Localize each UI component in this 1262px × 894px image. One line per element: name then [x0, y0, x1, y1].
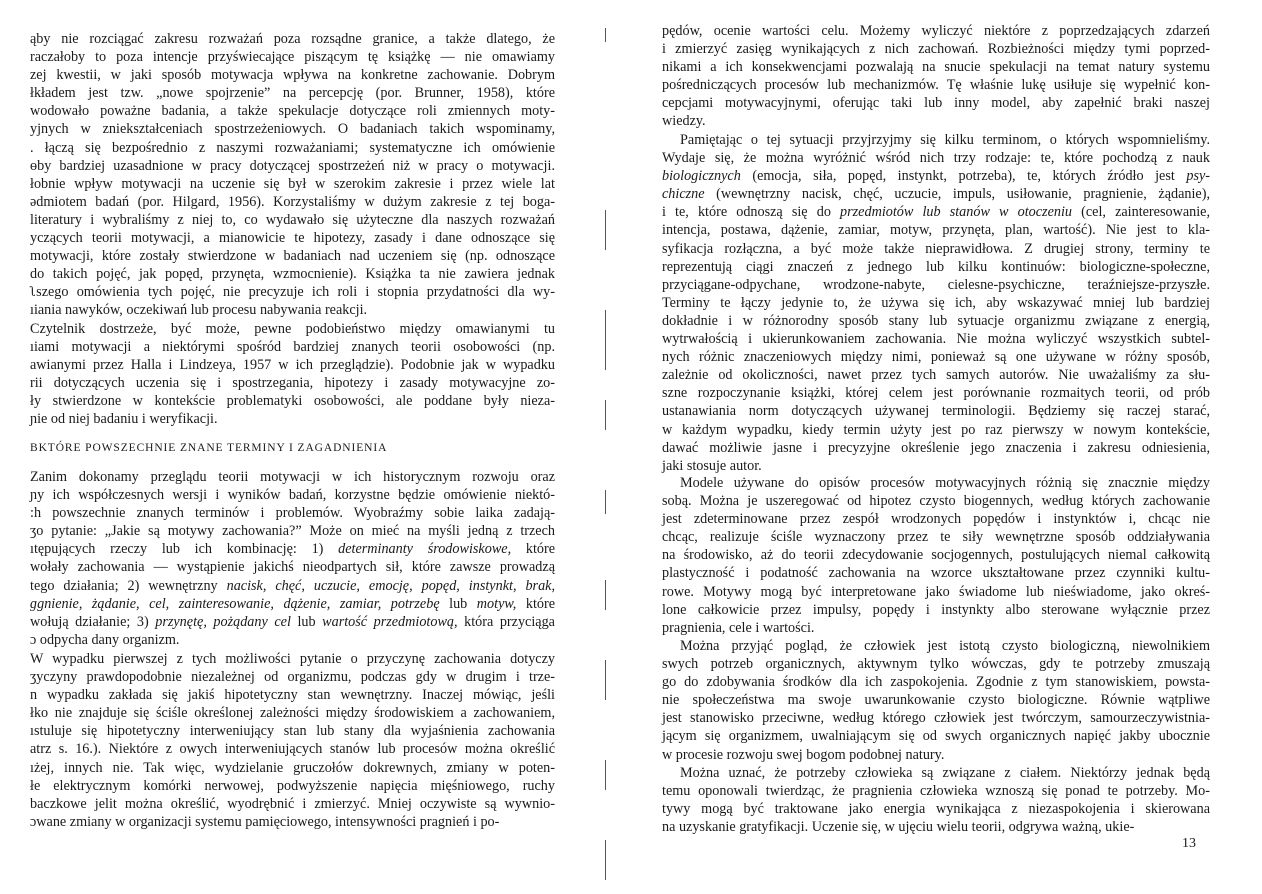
text-fragment: (emocja, siła, popęd, instynkt, potrzeba), te, których źródło jest: [740, 168, 1187, 185]
text-line: [30, 558, 555, 576]
text-line: nie społeczeństwa ma swoje uwarunkowanie czysto biologiczne. Równie wątpliwe: [662, 692, 1210, 709]
text-line: Czytelnik dostrzeże, być może, pewne podobieństwo między omawianymi tu: [30, 321, 555, 337]
text-line: go do zdobywania środków dla ich zaspokojenia. Zgodnie z tym stanowiskiem, powsta-: [662, 674, 1210, 691]
text-line: yczących teorii motywacji, a mianowicie te hipotezy, zasady i dane odnoszące się: [30, 230, 555, 247]
text-fragment: lub: [439, 595, 477, 612]
text-line: Można przyjąć pogląd, że człowiek jest istotą czysto biologiczną, niewolnikiem: [680, 638, 1210, 654]
text-fragment: które: [516, 595, 556, 612]
text-fragment: Pamiętając o tej sytuacji przyjrzyjmy się kilku terminom, o których wspomnieliśmy.: [680, 132, 1210, 148]
text-line: zej kwestii, w jaki sposób motywacja wpływa na konkretne zachowanie. Dobrym: [30, 67, 555, 84]
italic-term: determinanty środowiskowe,: [338, 541, 512, 558]
text-fragment: ɲy ich współczesnych wersji i wyników badań, korzystne będzie omówienie niektó-: [30, 487, 555, 504]
text-line: pośredniczących procesów lub mechanizmów. Tę właśnie lukę usiłuje się wypełnić kon-: [662, 77, 1210, 94]
text-line: wiedzy.: [662, 113, 706, 130]
text-line: [30, 540, 555, 558]
text-line: pędów, ocenie wartości celu. Możemy wyliczyć niektóre z poprzedzających zdarzeń: [662, 23, 1210, 39]
text-line: ły stwierdzone w kontekście problematyki osobowości, ale poddane były nieza-: [30, 393, 555, 410]
text-line: cepcjami motywacyjnymi, oferując taki lub inny model, aby zapełnić braki naszej: [662, 95, 1210, 112]
right-paragraph-2: [662, 131, 1210, 475]
text-line: rii dotyczących uczenia się i spostrzegania, hipotezy i zasady motywacyjne zo-: [30, 375, 555, 392]
text-line: ədmiotem badań (por. Hilgard, 1956). Korzystaliśmy w dużym zakresie z tej boga-: [30, 193, 555, 210]
text-fragment: dawać możliwie jasne i precyzyjne określenie jego znaczenia i zakresu odniesienia,: [662, 439, 1210, 456]
right-paragraph-1: [662, 22, 1210, 131]
text-line: literatury i wybraliśmy z niej to, co wydawało się użyteczne dla naszych rozważań: [30, 211, 555, 228]
text-line: [662, 185, 1210, 203]
text-fragment: intencja, postawa, dążenie, zamiar, motyw, przynęta, plan, wartość). Nie jest to kla-: [662, 222, 1210, 239]
text-line: wodowało poważne badania, a także spekulacje dotyczące roli zmiennych moty-: [30, 103, 555, 120]
text-line: jest zdeterminowane przez zespół wrodzonych popędów i instynktów i, chcąc nie: [662, 511, 1210, 528]
text-line: do takich pojęć, jak popęd, przynęta, wzmocnienie). Książka ta nie zawiera jednak: [30, 266, 555, 283]
right-paragraph-4: [662, 637, 1210, 764]
italic-term: motyw,: [476, 595, 517, 612]
left-page: [0, 0, 600, 894]
text-fragment: wołują działanie; 3): [30, 613, 156, 630]
italic-term: biologicznych: [662, 168, 741, 185]
text-line: [30, 522, 555, 540]
text-line: [662, 384, 1210, 402]
text-line: i zmierzyć zasięg wynikających z nich zachowań. Rozbieżności między tymi poprzed-: [662, 41, 1210, 58]
left-paragraph-3: [30, 468, 555, 649]
text-line: temu oponowali twierdząc, że pragnienia człowieka wznoszą się ponad te potrzeby. Mo-: [662, 783, 1210, 800]
text-line: [30, 468, 555, 486]
text-line: [662, 457, 1210, 475]
text-fragment: Zanim dokonamy przeglądu teorii motywacji w ich historycznym rozwoju oraz: [30, 469, 555, 485]
text-line: [662, 402, 1210, 420]
text-line: sobą. Można je uszeregować od hipotez czysto biogennych, według których zachowanie: [662, 493, 1210, 510]
text-line: jącym się organizmem, uwalniającym się od swych organicznych napięć jakby ubocznie: [662, 728, 1210, 745]
text-line: pragnienia, cele i wartości.: [662, 619, 815, 636]
text-line: swych potrzeb organicznych, aktywnym tylko wówczas, gdy te potrzeby zmuszają: [662, 656, 1210, 673]
text-fragment: dokładnie i w różnorodny sposób stany lub sytuacje organizmu związane z energią,: [662, 312, 1210, 329]
italic-term: ɡgnienie, żądanie, cel, zainteresowanie, dążenie, zamiar, potrzebę: [30, 595, 440, 612]
text-line: jest stanowisko przeciwne, według którego człowiek jest twórczym, samourzeczywistnia-: [662, 710, 1210, 727]
text-line: . łączą się bezpośrednio z naszymi rozważaniami; systematyczne ich omówienie: [30, 139, 555, 156]
text-line: ıiami motywacji a niektórymi spośród bardziej znanych teorii osobowości (np.: [30, 339, 555, 356]
text-line: yjnych w zniekształceniach spostrzeżeniowych. O badaniach takich wspominamy,: [30, 121, 555, 138]
text-line: tywy mogą być traktowane jako energia wynikająca z niezaspokojenia i skierowana: [662, 801, 1210, 818]
text-fragment: ɔ odpycha dany organizm.: [30, 631, 180, 648]
text-fragment: przyciągane-odpychane, wrodzone-nabyte, cielesne-psychiczne, teraźniejsze-przyszłe.: [662, 276, 1210, 293]
italic-term: chiczne: [662, 186, 705, 203]
text-fragment: ıtępujących rzeczy lub ich kombinację: 1): [30, 541, 339, 558]
text-line: [662, 258, 1210, 276]
text-line: na środowisko, aż do teorii zdecydowanie socjogennych, postulujących niemal całkowitą: [662, 547, 1210, 564]
text-fragment: wołały zachowania — wystąpienie jakichś nieodpartych sił, które zawsze prowadzą: [30, 559, 555, 576]
text-line: [662, 131, 1210, 149]
italic-term: przedmiotów lub stanów w otoczeniu: [840, 204, 1073, 221]
text-line: atrz s. 16.). Niektóre z owych interweniujących stanów lub procesów można określić: [30, 741, 555, 758]
text-line: ɵby bardziej uzasadnione w pracy dotyczącej spostrzeżeń niż w pracy o motywacji.: [30, 157, 555, 174]
text-line: [30, 504, 555, 522]
text-fragment: wytrwałością i ukierunkowaniem zachowania. Nie można wyliczyć wszystkich subtel-: [662, 331, 1210, 348]
text-fragment: i te, które odnoszą się do: [662, 204, 841, 221]
text-fragment: syfikacja rozłączna, a być może także nieprawidłowa. Z drugiej strony, terminy te: [662, 240, 1210, 257]
right-paragraph-5: [662, 764, 1210, 836]
text-line: [30, 595, 555, 613]
text-line: [662, 167, 1210, 185]
text-line: łobnie wpływ motywacji na uczenie się był w szerokim zakresie i przez wiele lat: [30, 175, 555, 192]
text-line: [662, 294, 1210, 312]
text-line: ʅszego omówienia tych pojęć, nie precyzuje ich roli i stopnia przydatności dla wy-: [30, 284, 555, 301]
text-fragment: lub: [290, 613, 323, 630]
text-line: [30, 631, 555, 649]
text-fragment: nych różnic znaczeniowych między nimi, ponieważ są one używane w różny sposób,: [662, 349, 1210, 366]
text-line: ɲie od niej badaniu i weryfikacji.: [30, 411, 218, 428]
text-line: w procesie rozwoju swej bogom podobnej natury.: [662, 746, 945, 763]
text-line: baczkowe jelit można określić, wyodrębnić i zmierzyć. Mniej oczywiste są wywnio-: [30, 795, 555, 812]
text-line: nikami a ich konsekwencjami pozwalają na snucie spekulacji na temat natury systemu: [662, 59, 1210, 76]
text-line: Można uznać, że potrzeby człowieka są związane z ciałem. Niektórzy jednak będą: [680, 765, 1210, 781]
text-fragment: która przyciąga: [457, 613, 555, 630]
italic-term: wartość przedmiotową,: [322, 613, 458, 630]
text-line: łko nie znajduje się ściśle określonej zależności między środowiskiem a zachowaniem,: [30, 705, 555, 722]
right-paragraph-3: [662, 474, 1210, 637]
text-line: [662, 421, 1210, 439]
text-line: ʒyczyny prawdopodobnie niezależnej od organizmu, podczas gdy w drugim i trze-: [30, 669, 555, 686]
text-line: na uzyskanie gratyfikacji. Uczenie się, w ujęciu wielu teorii, odgrywa ważną, ukie-: [662, 819, 1135, 836]
left-paragraph-1: [30, 30, 555, 320]
text-fragment: ʒo pytanie: „Jakie są motywy zachowania?” Może on mieć na myśli jedną z trzech: [30, 523, 555, 540]
text-line: ıiania nawyków, oczekiwań lub procesu nabywania reakcji.: [30, 302, 368, 319]
text-line: Modele używane do opisów procesów motywacyjnych różnią się znacznie między: [680, 475, 1210, 491]
text-line: ąby nie rozciągać zakresu rozważań poza rozsądne granice, a także dlatego, że: [30, 31, 555, 47]
text-fragment: szne rozpoczynanie książki, której celem jest porównanie rozmaitych teorii, od prób: [662, 385, 1210, 402]
text-line: raczałoby to poza intencje przyświecające piszącym tę książkę — nie omawiamy: [30, 49, 555, 66]
text-fragment: (cel, zainteresowanie,: [1072, 204, 1210, 221]
left-paragraph-2: [30, 320, 555, 429]
text-fragment: Terminy te łączy jedynie to, że używa się ich, aby wskazywać mniej lub bardziej: [662, 294, 1210, 311]
text-fragment: tego działania; 2) wewnętrzny: [30, 577, 227, 594]
left-paragraph-4: [30, 650, 555, 831]
text-line: [30, 613, 555, 631]
text-line: [662, 312, 1210, 330]
text-line: ıżej, innych nie. Tak więc, wydzielanie gruczołów dokrewnych, zmiany w poten-: [30, 759, 555, 776]
text-line: ıstuluje się hipotetyczny interweniujący stan lub stany dla wyjaśnienia zachowania: [30, 723, 555, 740]
italic-term: psy-: [1186, 168, 1210, 185]
text-line: [662, 149, 1210, 167]
text-line: [30, 577, 555, 595]
text-line: łkładem jest tzw. „nowe spojrzenie” na percepcję (por. Brunner, 1958), które: [30, 85, 555, 102]
text-fragment: zależnie od okoliczności, nawet przez tych samych autorów. Nie uważaliśmy za słu-: [662, 367, 1210, 384]
text-line: chcąc, realizuje ściśle wyznaczony przez te siły wewnętrzne sposób oddziaływania: [662, 529, 1210, 546]
text-line: n wypadku zakłada się jakiś hipotetyczny stan wewnętrzny. Inaczej mówiąc, jeśli: [30, 687, 555, 704]
text-fragment: :h powszechnie znanych terminów i problemów. Wyobraźmy sobie laika zadają-: [30, 505, 555, 522]
text-line: motywacji, które zostały stwierdzone w badaniach nad uczeniem się (np. odnoszące: [30, 248, 555, 265]
text-line: lone całkowicie przez impulsy, popędy i instynkty albo sterowane wyłącznie przez: [662, 601, 1210, 618]
text-line: [662, 221, 1210, 239]
italic-term: przynętę, pożądany cel: [155, 613, 291, 630]
text-line: plastyczność i podatność zachowania na wzorce ukształtowane przez czynniki kultu-: [662, 565, 1210, 582]
text-fragment: (wewnętrzny nacisk, chęć, uczucie, impuls, usiłowanie, pragnienie, żądanie),: [704, 186, 1210, 203]
text-fragment: w każdym wypadku, kiedy termin użyty jest po raz pierwszy w nowym kontekście,: [662, 421, 1210, 438]
text-fragment: które: [511, 541, 555, 558]
text-line: W wypadku pierwszej z tych możliwości pytanie o przyczynę zachowania dotyczy: [30, 651, 555, 667]
italic-term: nacisk, chęć, uczucie, emocję, popęd, instynkt, brak,: [226, 577, 556, 594]
text-line: [662, 240, 1210, 258]
text-line: [662, 276, 1210, 294]
text-line: [30, 486, 555, 504]
text-fragment: ustanawiania norm dotyczących używanej terminologii. Będziemy się raczej starać,: [662, 403, 1210, 420]
text-line: [662, 366, 1210, 384]
text-fragment: jaki stosuje autor.: [662, 457, 762, 474]
text-line: rowe. Motywy mogą być interpretowane jako świadome lub nieświadome, jako okreś-: [662, 583, 1210, 600]
text-line: [662, 330, 1210, 348]
text-line: łe elektrycznym komórki nerwowej, podwyższenie napięcia mięśniowego, ruchy: [30, 777, 555, 794]
page-number: 13: [1182, 836, 1196, 851]
text-fragment: Wydaje się, że można wyróżnić wśród nich trzy rodzaje: te, które pochodzą z nauk: [662, 150, 1210, 167]
text-fragment: reprezentują ciągi znaczeń z jednego lub kilku kontinuów: biologiczne-społeczne,: [662, 258, 1210, 275]
text-line: [662, 203, 1210, 221]
text-line: [662, 439, 1210, 457]
text-line: [662, 348, 1210, 366]
book-gutter: [603, 20, 609, 880]
right-page: [610, 0, 1262, 894]
text-line: awianymi przez Halla i Lindzeya, 1957 w ich przeglądzie). Podobnie jak w wypadku: [30, 357, 555, 374]
section-heading: ВKTÓRE POWSZECHNIE ZNANE TERMINY I ZAGADNIENIA: [30, 442, 388, 454]
text-line: ɔwane zmiany w organizacji systemu pamięciowego, intensywności pragnień i po-: [30, 813, 500, 830]
